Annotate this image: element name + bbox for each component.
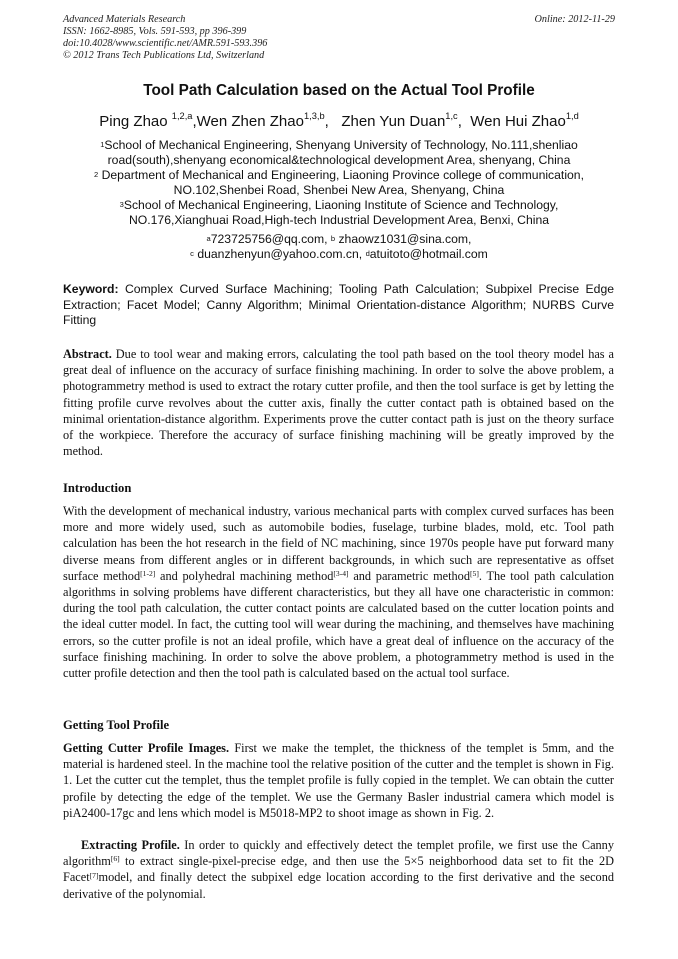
author-emails: [0, 232, 678, 262]
author-affiliation-mark: 1,3,b: [303, 111, 325, 122]
author-name: Wen Hui Zhao: [470, 113, 566, 130]
author-name: Wen Zhen Zhao: [196, 113, 304, 130]
citation: [7]: [89, 870, 99, 880]
extracting-profile-paragraph: Extracting Profile. In order to quickly and effectively detect the templet profile, we first use the Canny algorithm[6] to extract single-pixel-precise edge, and then use the 5×5 neighborhood data set to fit the 2D Facet[7]model, and finally detect the subpixel edge location according to the first derivative and the second derivative of the polynomial.: [63, 838, 614, 901]
affiliation-1-cont: road(south),shenyang economical&technological development Area, shenyang, China: [107, 153, 571, 167]
author-affiliation-mark: 1,d: [565, 111, 579, 122]
abstract: [63, 346, 614, 459]
email-c: duanzhenyun@yahoo.com.cn,: [193, 247, 366, 261]
citation: [1-2]: [140, 568, 156, 578]
subsection-label: Extracting Profile.: [81, 838, 180, 852]
author-name: Ping Zhao: [99, 113, 168, 130]
section-heading-getting-tool-profile: Getting Tool Profile: [63, 718, 170, 732]
keyword-text: Complex Curved Surface Machining; Tooling Path Calculation; Subpixel Precise Edge Extraction; Facet Model; Canny Algorithm; Minimal Orientation-distance Algorithm; NURBS Curve Fitting: [63, 282, 614, 327]
journal-name: Advanced Materials Research: [63, 14, 186, 25]
affiliation-2-cont: NO.102,Shenbei Road, Shenbei New Area, Shenyang, China: [173, 183, 505, 197]
abstract-text: Due to tool wear and making errors, calculating the tool path based on the tool theory model has a great deal of influence on the accuracy of surface finishing machining. In order to solve the above problem, a photogrammetry method is used to extract the rotary cutter profile, and then the tool surface is get by letting the fitting profile curve revolves about the cutter axis, finally the cutter contact path is obtained based on the minimal orientation-distance algorithm. Experiments prove the cutter contact path is just on the theory surface of the workpiece. Therefore the accuracy of surface finishing machining will be greatly improved by the method.: [63, 347, 614, 459]
paper-title: Tool Path Calculation based on the Actual Tool Profile: [143, 82, 535, 99]
online-date: Online: 2012-11-29: [534, 14, 615, 25]
keyword-label: Keyword:: [63, 282, 119, 296]
abstract-label: Abstract.: [63, 347, 112, 361]
email-line-2: $^c$ duanzhenyun@yahoo.com.cn, $^d$atuitoto@hotmail.com: [190, 247, 488, 261]
running-header: [63, 14, 267, 62]
citation: [6]: [110, 854, 120, 864]
email-line-1: $^a$723725756@qq.com, $^b$ zhaowz1031@sina.com,: [206, 232, 472, 246]
section-heading-introduction: Introduction: [63, 481, 132, 495]
affiliation-3-cont: NO.176,Xianghuai Road,High-tech Industrial Development Area, Benxi, China: [128, 213, 550, 227]
introduction-paragraph: With the development of mechanical industry, various mechanical parts with complex curved surfaces has been more and more widely used, such as automobile bodies, fuselage, turbine blades, mold, etc. Tool path calculation has been the hot research in the field of NC machining, since 1970s people have put forward many diverse means from different angles or in different backgrounds, in which such are representative as offset surface method[1-2] and polyhedral machining method[3-4] and parametric method[5]. The tool path calculation algorithms in solving problems have different characteristics, but they all have one characteristic in common: during the tool path calculation, the cutter contact points are calculated based on the cutter location points and the ideal cutter model. In fact, the cutting tool will wear during the machining, and themselves have machining errors, so the cutter profile is not an ideal profile, which have a great deal of influence on the accuracy of the surface finishing machining. In order to solve the above problem, a photogrammetry method is used in the cutter profile detection and then the tool path is calculated based on the actual tool surface.: [63, 504, 614, 681]
subsection-label: Getting Cutter Profile Images.: [63, 741, 230, 755]
author-affiliation-mark: 1,2,a: [171, 111, 193, 122]
email-b: zhaowz1031@sina.com,: [335, 232, 472, 246]
copyright-line: © 2012 Trans Tech Publications Ltd, Switzerland: [63, 50, 265, 61]
affiliation-3: $^3$School of Mechanical Engineering, Liaoning Institute of Science and Technology,: [119, 198, 559, 212]
keywords: [63, 282, 614, 329]
citation: [5]: [469, 568, 479, 578]
author-name: Zhen Yun Duan: [341, 113, 446, 130]
doi-line: doi:10.4028/www.scientific.net/AMR.591-593.396: [63, 38, 268, 49]
affiliation-2: $^2$ Department of Mechanical and Engineering, Liaoning Province college of communication,: [94, 168, 584, 182]
author-affiliation-mark: 1,c: [445, 111, 458, 122]
citation: [3-4]: [333, 568, 349, 578]
email-a: 723725756@qq.com,: [210, 232, 331, 246]
author-list: Ping Zhao $^{1,2,a}$,Wen Zhen Zhao$^{1,3,b}$, Zhen Yun Duan$^{1,c}$, Wen Hui Zhao$^{1,d}$: [99, 111, 579, 130]
issn-line: ISSN: 1662-8985, Vols. 591-593, pp 396-399: [63, 26, 247, 37]
affiliation-1: $^1$School of Mechanical Engineering, Shenyang University of Technology, No.111,shenliao: [100, 138, 578, 152]
email-d: atuitoto@hotmail.com: [369, 247, 488, 261]
cutter-images-paragraph: Getting Cutter Profile Images. First we make the templet, the thickness of the templet is 5mm, and the material is hardened steel. In the machine tool the relative position of the cutter and the templet is shown in Fig. 1. Let the cutter cut the templet, thus the templet profile is fully copied in the templet. We can obtain the cutter profile by detecting the edge of the templet. We use the Germany Basler industrial camera which model is piA2400-17gc and lens which model is M5018-MP2 to shoot image as shown in Fig. 2.: [63, 741, 614, 820]
affiliations: [0, 138, 678, 228]
